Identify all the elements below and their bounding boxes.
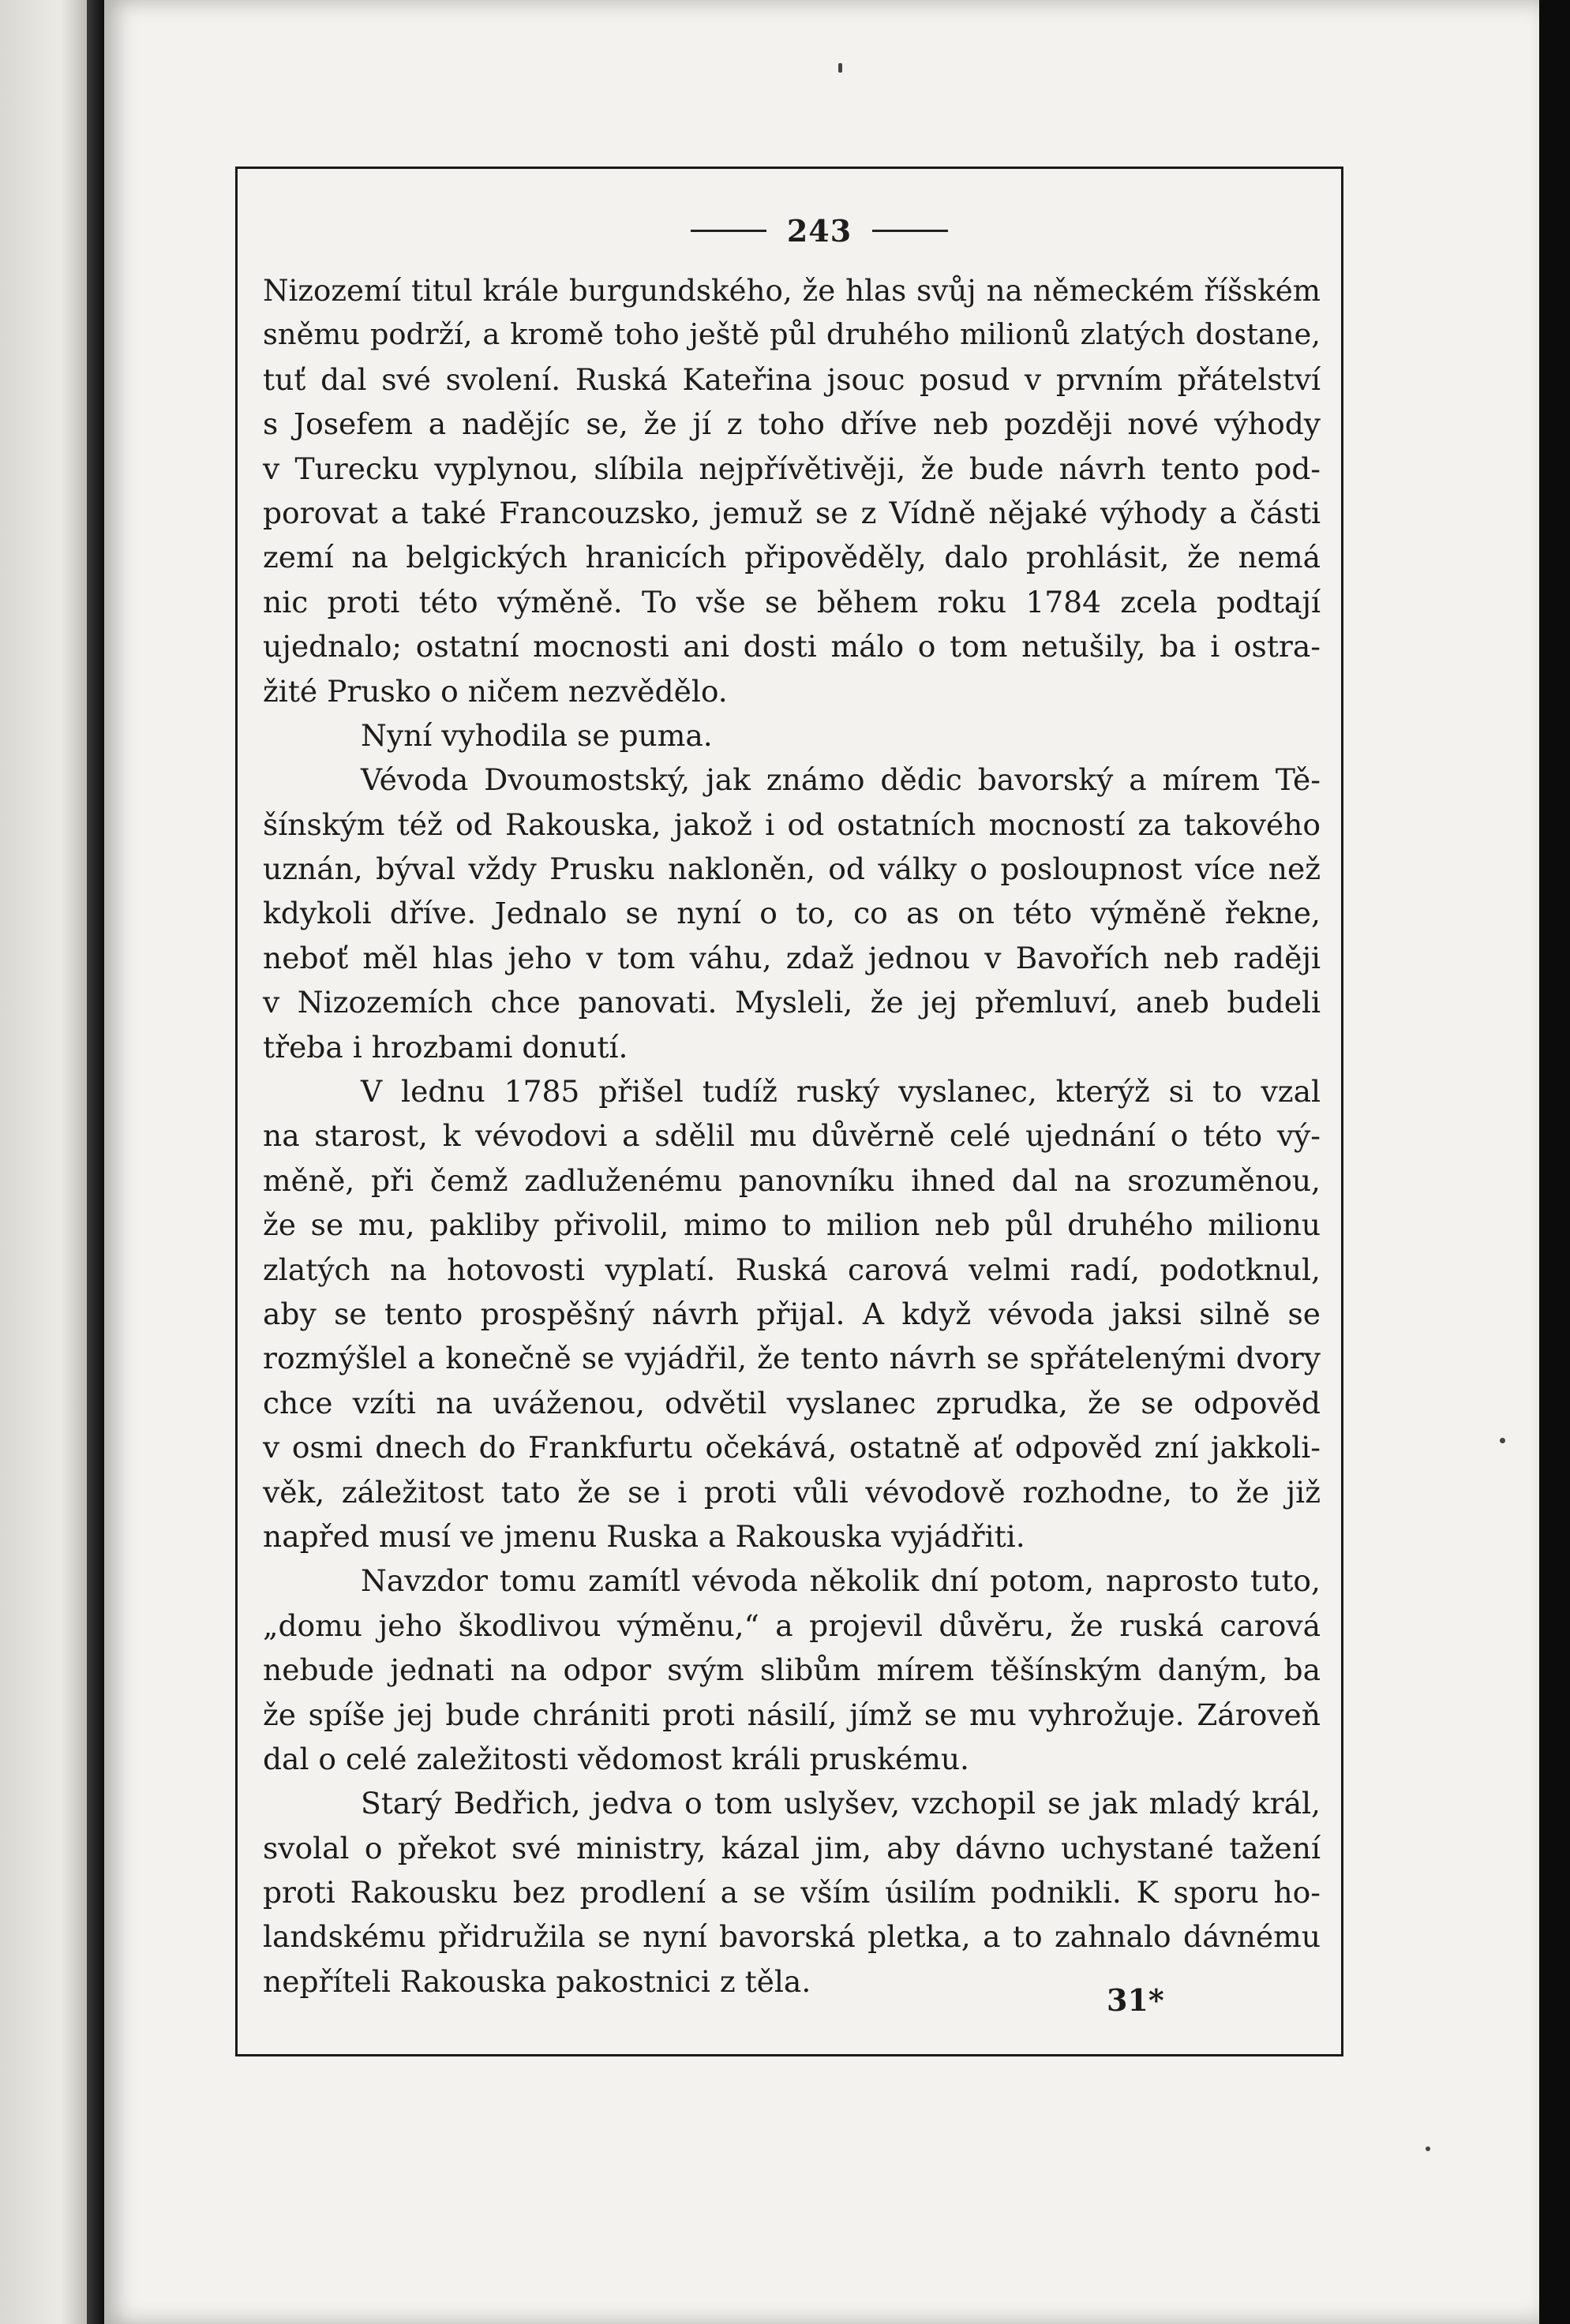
text-line: neboť měl hlas jeho v tom váhu, zdaž jednou v Bavořích neb raději <box>263 940 1321 975</box>
text-line: porovat a také Francouzsko, jemuž se z Vídně nějaké výhody a části <box>263 495 1321 530</box>
text-line: proti Rakousku bez prodlení a se vším úsilím podnikli. K sporu ho- <box>263 1875 1321 1910</box>
text-line: nepříteli Rakouska pakostnici z těla. <box>263 1963 811 1999</box>
text-line: aby se tento prospěšný návrh přijal. A když vévoda jaksi silně se <box>263 1296 1321 1331</box>
page-header <box>661 207 977 254</box>
text-line: „domu jeho škodlivou výměnu,“ a projevil důvěru, že ruská carová <box>263 1607 1321 1643</box>
right-edge-shadow <box>1539 0 1570 2324</box>
page-number: 243 <box>786 212 852 249</box>
text-line: šínským též od Rakouska, jakož i od ostatních mocností za takového <box>263 806 1321 842</box>
text-line: uznán, býval vždy Prusku nakloněn, od války o posloupnost více než <box>263 851 1321 887</box>
dust-speck <box>838 63 842 73</box>
text-line: tuť dal své svolení. Ruská Kateřina jsouc posud v prvním přátelství <box>263 361 1321 397</box>
text-line: třeba i hrozbami donutí. <box>263 1029 628 1065</box>
body-text <box>263 268 1321 2004</box>
text-line: Navzdor tomu zamítl vévoda několik dní potom, naprosto tuto, <box>361 1563 1321 1599</box>
text-line: svolal o překot své ministry, kázal jim, aby dávno uchystané tažení <box>263 1830 1321 1866</box>
text-line: nic proti této výměně. To vše se během roku 1784 zcela podtají <box>263 584 1321 619</box>
text-line: Vévoda Dvoumostský, jak známo dědic bavorský a mírem Tě- <box>361 762 1321 798</box>
text-line: že spíše jej bude chrániti proti násilí, jímž se mu vyhrožuje. Zároveň <box>263 1697 1321 1732</box>
text-line: napřed musí ve jmenu Ruska a Rakouska vyjádřiti. <box>263 1518 1025 1554</box>
printer-signature-mark: 31* <box>1107 1982 1164 2018</box>
text-line: měně, při čemž zadluženému panovníku ihned dal na srozuměnou, <box>263 1162 1321 1198</box>
text-line: věk, záležitost tato že se i proti vůli vévodově rozhodne, to že již <box>263 1474 1321 1510</box>
book-gutter <box>87 0 104 2324</box>
header-rule-left <box>691 230 766 232</box>
text-line: dal o celé zaležitosti vědomost králi pruskému. <box>263 1741 969 1776</box>
text-line: žité Prusko o ničem nezvědělo. <box>263 673 728 709</box>
dust-speck <box>1500 1438 1505 1443</box>
text-line: kdykoli dříve. Jednalo se nyní o to, co as on této výměně řekne, <box>263 896 1321 931</box>
text-line: sněmu podrží, a kromě toho ještě půl druhého milionů zlatých dostane, <box>263 317 1321 352</box>
text-line: v Turecku vyplynou, slíbila nejpřívětivěji, že bude návrh tento pod- <box>263 451 1321 486</box>
text-line: Nyní vyhodila se puma. <box>361 717 713 753</box>
header-rule-right <box>872 230 948 232</box>
text-line: na starost, k vévodovi a sdělil mu důvěrně celé ujednání o této vý- <box>263 1118 1321 1154</box>
text-line: zlatých na hotovosti vyplatí. Ruská carová velmi radí, podotknul, <box>263 1252 1321 1287</box>
text-line: v Nizozemích chce panovati. Mysleli, že jej přemluví, aneb budeli <box>263 985 1321 1020</box>
text-line: v osmi dnech do Frankfurtu očekává, ostatně ať odpověd zní jakkoli- <box>263 1430 1321 1465</box>
text-line: zemí na belgických hranicích připověděly, dalo prohlásit, že nemá <box>263 540 1321 575</box>
text-line: Nizozemí titul krále burgundského, že hlas svůj na německém říšském <box>263 273 1321 308</box>
text-line: landskému přidružila se nyní bavorská pletka, a to zahnalo dávnému <box>263 1919 1321 1955</box>
dust-speck <box>1426 2146 1430 2151</box>
text-line: Starý Bedřich, jedva o tom uslyšev, vzchopil se jak mladý král, <box>361 1786 1321 1821</box>
text-line: že se mu, pakliby přivolil, mimo to milion neb půl druhého milionu <box>263 1207 1321 1243</box>
left-page-edge <box>0 0 87 2324</box>
text-line: nebude jednati na odpor svým slibům mírem těšínským daným, ba <box>263 1652 1321 1688</box>
text-line: rozmýšlel a konečně se vyjádřil, že tento návrh se spřátelenými dvory <box>263 1341 1321 1376</box>
text-line: s Josefem a nadějíc se, že jí z toho dříve neb později nové výhody <box>263 406 1321 442</box>
text-line: V lednu 1785 přišel tudíž ruský vyslanec, kterýž si to vzal <box>361 1074 1321 1110</box>
text-line: chce vzíti na uváženou, odvětil vyslanec zprudka, že se odpověd <box>263 1385 1321 1420</box>
text-line: ujednalo; ostatní mocnosti ani dosti málo o tom netušily, ba i ostra- <box>263 629 1321 664</box>
